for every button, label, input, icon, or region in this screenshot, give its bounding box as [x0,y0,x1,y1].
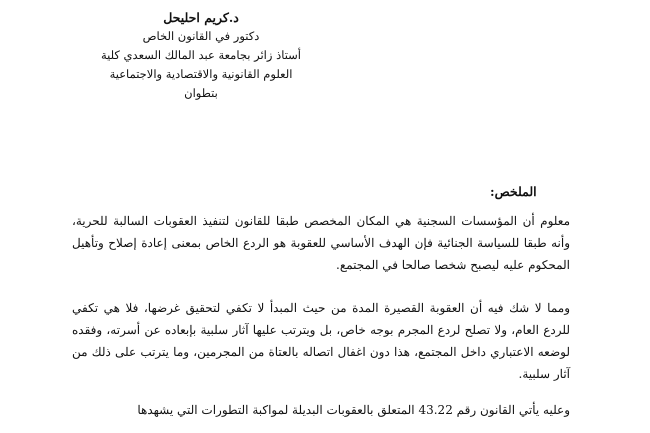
author-block [96,8,306,103]
author-name: د.كريم احليحل [163,10,239,25]
abstract-paragraph: ومما لا شك فيه أن العقوبة القصيرة المدة من حيث المبدأ لا تكفي لتحقيق غرضها، فلا هي تكفي للردع العام، ولا تصلح لردع المجرم بوجه خاص، بل ويترتب عليها آثار سلبية بإبعاده عن أسرته، وفقده لوضعه الاعتباري داخل المجتمع، هذا دون اغفال اتصاله بالعتاة من المجرمين، وما يترتب على ذلك من آثار سلبية. [72,301,570,381]
author-degree: دكتور في القانون الخاص [142,29,260,43]
author-city: بتطوان [184,86,218,100]
author-position: أستاذ زائر بجامعة عبد المالك السعدي كلية [100,48,302,62]
abstract-paragraph: معلوم أن المؤسسات السجنية هي المكان المخصص طبقا للقانون لتنفيذ العقوبات السالبة للحرية، وأنه طبقا للسياسة الجنائية فإن الهدف الأساسي للعقوبة هو الردع الخاص بمعنى إعادة إصلاح وتأهيل المحكوم عليه ليصبح شخصا صالحا في المجتمع. [72,214,570,272]
author-faculty: العلوم القانونية والاقتصادية والاجتماعية [109,67,293,81]
abstract-paragraph: وعليه يأتي القانون رقم 43.22 المتعلق بالعقوبات البديلة لمواكبة التطورات التي يشهدها [137,403,570,417]
abstract-title: الملخص: [490,184,537,199]
